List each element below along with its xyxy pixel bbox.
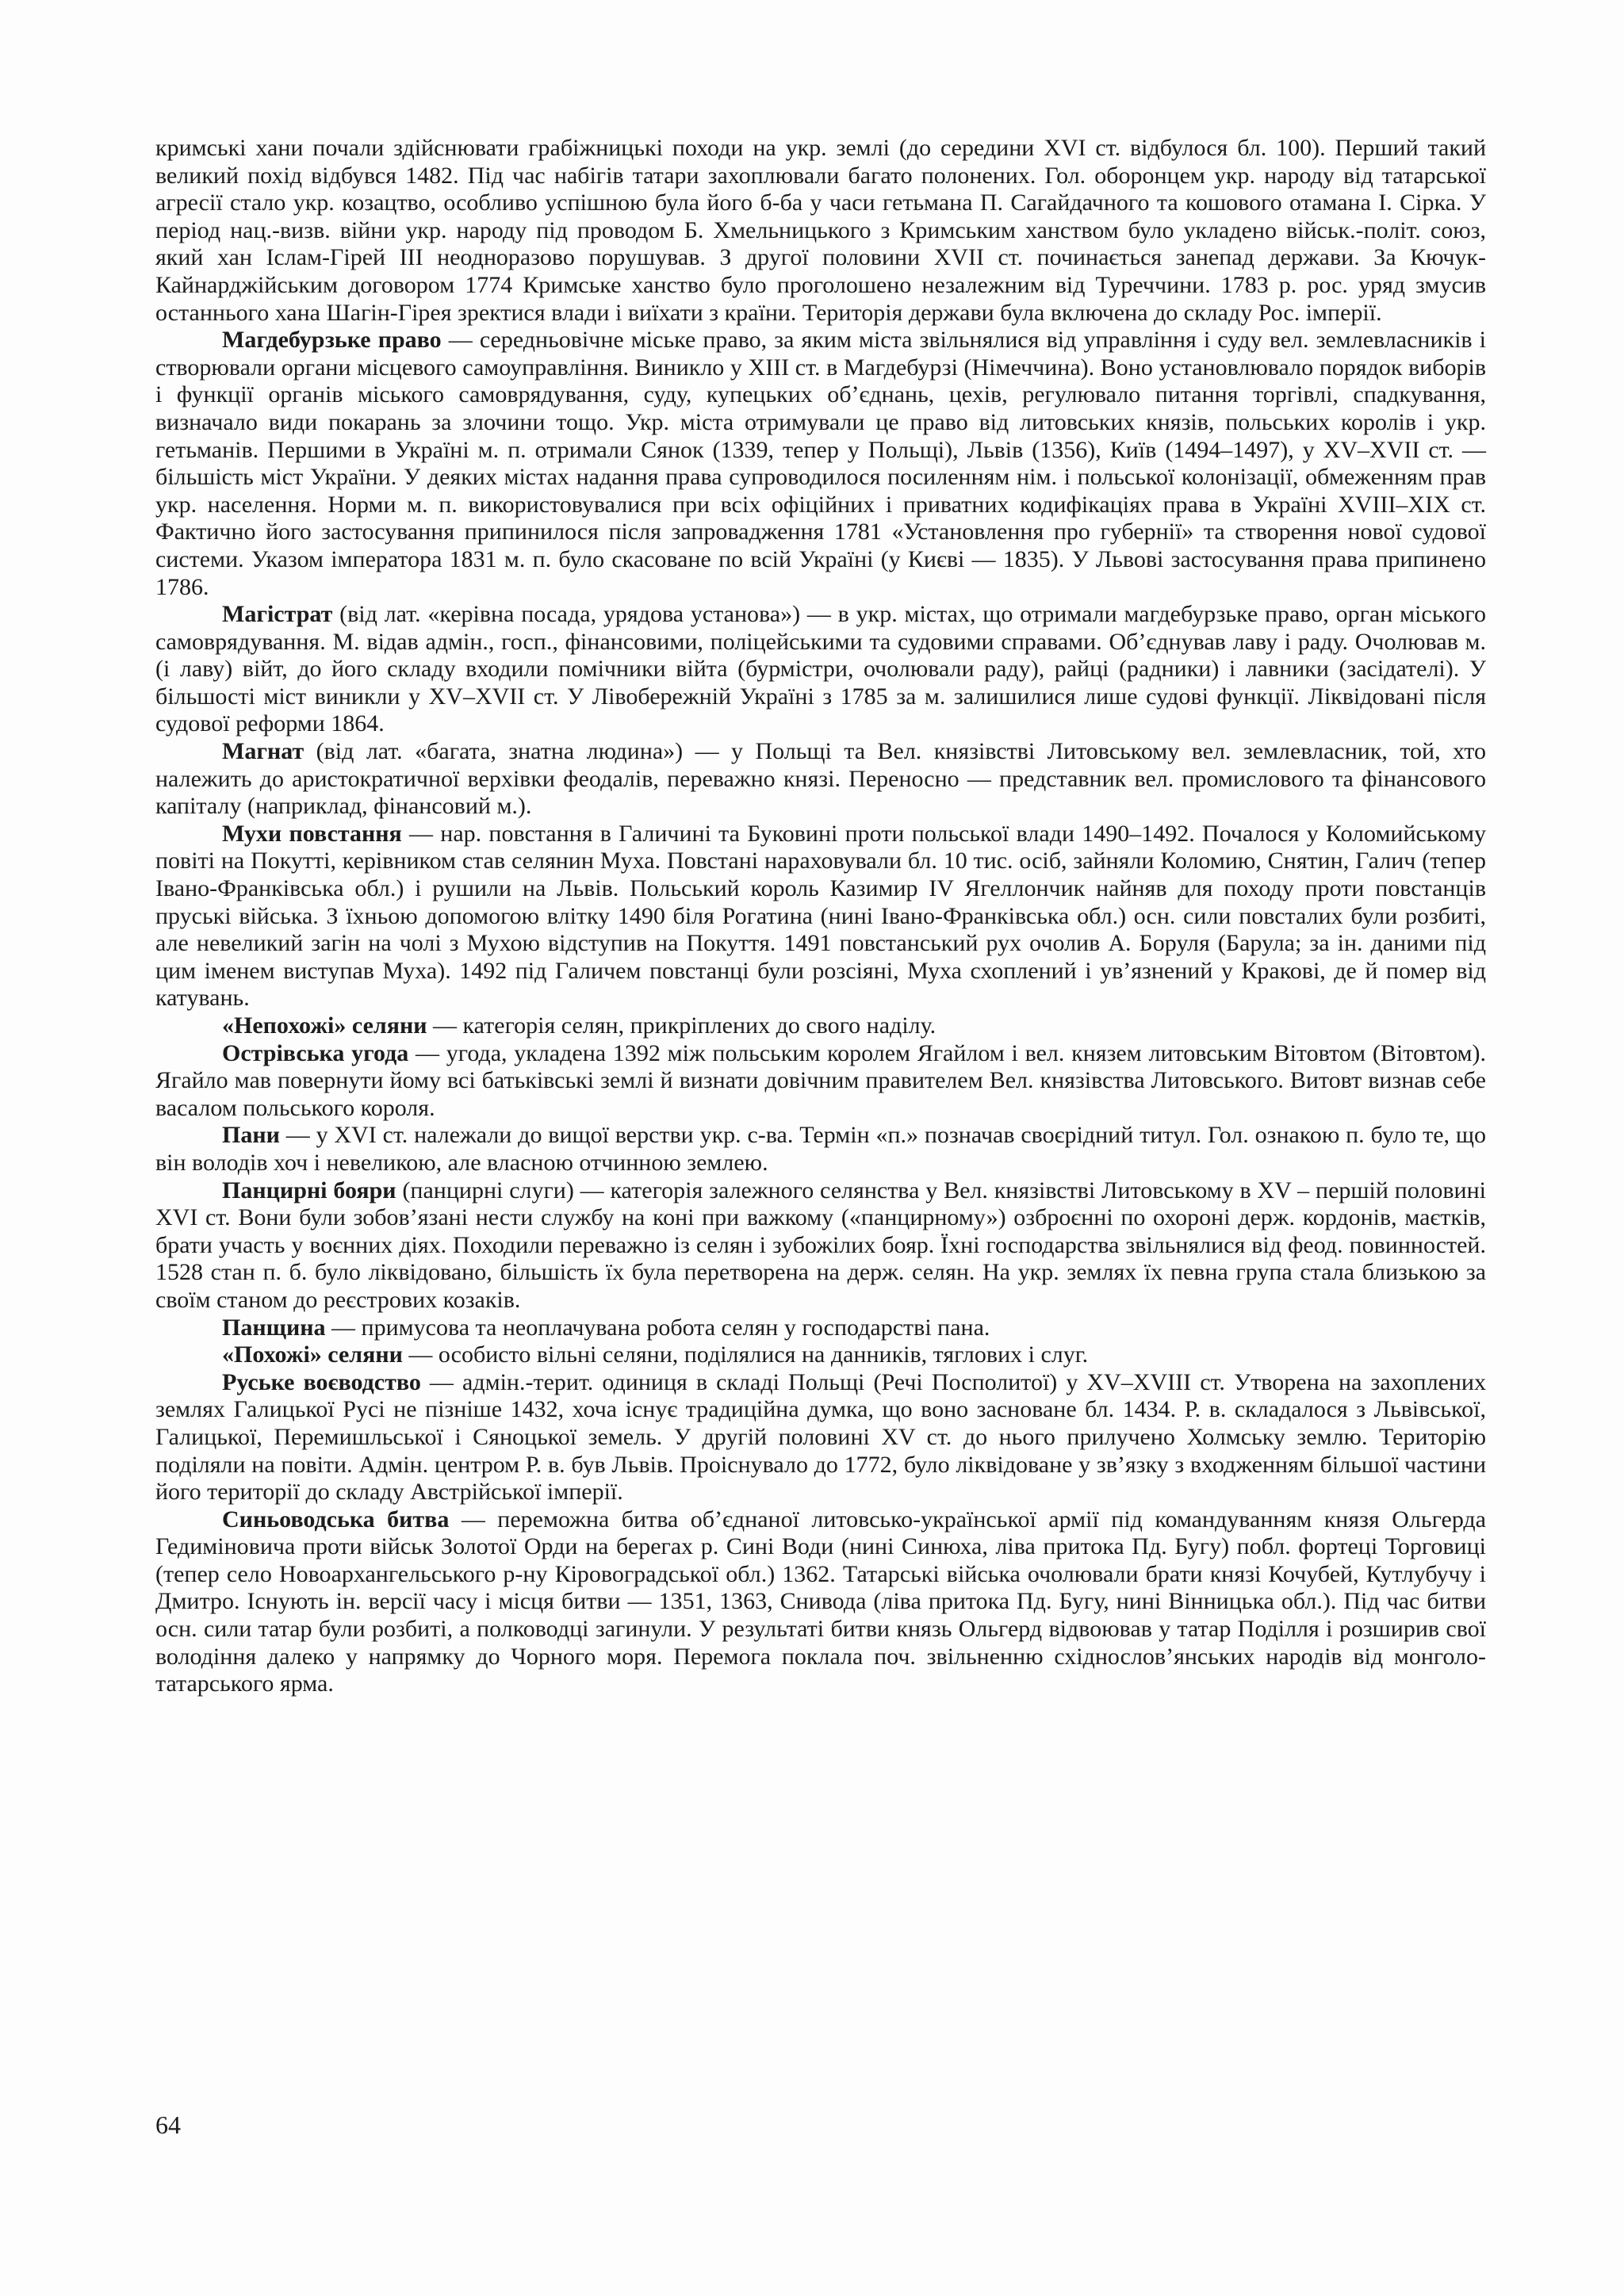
entry-term: Острівська угода <box>222 1039 409 1066</box>
page-number: 64 <box>155 2110 181 2139</box>
entry-term: Синьоводська битва <box>222 1506 450 1533</box>
entry-body: (від лат. «багата, знатна людина») — у Польщі та Вел. князівстві Литовському вел. землевласник, той, хто належить до аристократичної верхівки феодалів, переважно князі. Переносно — представник вел. промислового та фінансового капіталу (наприклад, фінансовий м.). <box>155 738 1486 820</box>
entry-body: — примусова та неоплачувана робота селян у господарстві пана. <box>325 1314 990 1341</box>
entry-magdeburg-law <box>155 327 1486 601</box>
entry-mukha-uprising <box>155 821 1486 1012</box>
entry-corvee <box>155 1314 1486 1342</box>
entry-body: — угода, укладена 1392 між польським королем Ягайлом і вел. князем литовським Вітовтом (Вітовтом). Ягайло мав повернути йому всі батьківські землі й визнати довічним правителем Вел. князівства Литовського. Витовт визнав себе васалом польського короля. <box>155 1039 1486 1121</box>
entry-nonmobile-peasants <box>155 1012 1486 1040</box>
entry-armored-boyars <box>155 1177 1486 1314</box>
entry-term: «Непохожі» селяни <box>222 1012 427 1039</box>
entry-body: — середньовічне міське право, за яким міста звільнялися від управління і суду вел. землевласників і створювали органи місцевого самоуправління. Виникло у XIII ст. в Магдебурзі (Німеччина). Воно установлювало порядок виборів і функції органів міського самоврядування, суду, купецьких об’єднань, цехів, регулювало питання торгівлі, спадкування, визначало види покарань за злочини тощо. Укр. міста отримували це право від литовських князів, польських королів і укр. гетьманів. Першими в Україні м. п. отримали Сянок (1339, тепер у Польщі), Львів (1356), Київ (1494–1497), у XV–XVII ст. — більшість міст України. У деяких містах надання права супроводилося посиленням нім. і польської колонізації, обмеженням прав укр. населення. Норми м. п. використовувалися при всіх офіційних і приватних кодифікаціях права в Україні XVIII–XIX ст. Фактично його застосування припинилося після запровадження 1781 «Установлення про губернії» та створення нової судової системи. Указом імператора 1831 м. п. було скасоване по всій Україні (у Києві — 1835). У Львові застосування права припинено 1786. <box>155 327 1486 600</box>
entry-term: Руське воєводство <box>222 1368 421 1395</box>
entry-ruthenian-voivodeship <box>155 1369 1486 1506</box>
entry-body: (від лат. «керівна посада, урядова установа») — в укр. містах, що отримали магдебурзьке право, орган міського самоврядування. М. відав адмін., госп., фінансовими, поліцейськими та судовими справами. Об’єднував лаву і раду. Очолював м. (і лаву) війт, до його складу входили помічники війта (бурмістри, очолювали раду), райці (радники) і лавники (засідателі). У більшості міст виникли у XV–XVII ст. У Лівобережній Україні з 1785 за м. залишилися лише судові функції. Ліквідовані після судової реформи 1864. <box>155 601 1486 737</box>
entry-term: Панщина <box>222 1314 326 1341</box>
entry-body: (панцирні слуги) — категорія залежного селянства у Вел. князівстві Литовському в XV – першій половині XVI ст. Вони були зобов’язані нести службу на коні при важкому («панцирному») озброєнні по охороні держ. кордонів, маєтків, брати участь у воєнних діях. Походили переважно із селян і зубожілих бояр. Їхні господарства звільнялися від феод. повинностей. 1528 стан п. б. було ліквідовано, більшість їх була перетворена на держ. селян. На укр. землях їх певна група стала близькою за своїм станом до реєстрових козаків. <box>155 1177 1486 1313</box>
entry-term: Магдебурзьке право <box>222 327 442 354</box>
entry-term: Магістрат <box>222 601 333 628</box>
entry-mobile-peasants <box>155 1341 1486 1369</box>
entry-term: Панцирні бояри <box>222 1177 396 1203</box>
entry-magnate <box>155 738 1486 821</box>
entry-blue-waters-battle <box>155 1506 1486 1698</box>
entry-body: — адмін.-терит. одиниця в складі Польщі (Речі Посполитої) у XV–XVIII ст. Утворена на захоплених землях Галицької Русі не пізніше 1432, хоча існує традиційна думка, що воно засноване бл. 1434. Р. в. складалося з Львівської, Галицької, Перемишльської і Сяноцької земель. У другій половині XV ст. до нього прилучено Холмську землю. Територію поділяли на повіти. Адмін. центром Р. в. був Львів. Проіснувало до 1772, було ліквідоване у зв’язку з входженням більшої частини його території до складу Австрійської імперії. <box>155 1368 1486 1506</box>
entry-body: — категорія селян, прикріплених до свого наділу. <box>427 1012 936 1039</box>
entry-magistrate <box>155 601 1486 738</box>
dictionary-text <box>155 135 1486 1698</box>
entry-body: — у XVI ст. належали до вищої верстви укр. с-ва. Термін «п.» позначав своєрідний титул. Гол. ознакою п. було те, що він володів хоч і невеликою, але власною отчинною землею. <box>155 1122 1486 1176</box>
entry-body: — переможна битва об’єднаної литовсько-української армії під командуванням князя Ольгерда Гедиміновича проти військ Золотої Орди на берегах р. Сині Води (нині Синюха, ліва притока Пд. Бугу) побл. фортеці Торговиці (тепер село Новоархангельського р-ну Кіровоградської обл.) 1362. Татарські війська очолювали брати князі Кочубей, Кутлубучу і Дмитро. Існують ін. версії часу і місця битви — 1351, 1363, Снивода (ліва притока Пд. Бугу, нині Вінницька обл.). Під час битви осн. сили татар були розбиті, а полководці загинули. У результаті битви князь Ольгерд відвоював у татар Поділля і розширив свої володіння далеко у напрямку до Чорного моря. Перемога поклала поч. звільненню східнослов’янських народів від монголо-татарського ярма. <box>155 1506 1486 1697</box>
entry-body: — нар. повстання в Галичині та Буковині проти польської влади 1490–1492. Почалося у Коломийському повіті на Покутті, керівником став селянин Муха. Повстані нараховували бл. 10 тис. осіб, зайняли Коломию, Снятин, Галич (тепер Івано-Франківська обл.) і рушили на Львів. Польський король Казимир IV Ягеллончик найняв для походу проти повстанців пруські війська. З їхньою допомогою влітку 1490 біля Рогатина (нині Івано-Франківська обл.) осн. сили повсталих були розбиті, але невеликий загін на чолі з Мухою відступив на Покуття. 1491 повстанський рух очолив А. Боруля (Барула; за ін. даними під цим іменем виступав Муха). 1492 під Галичем повстанці були розсіяні, Муха схоплений і ув’язнений у Кракові, де й помер від катувань. <box>155 820 1487 1012</box>
entry-term: «Похожі» селяни <box>222 1341 403 1368</box>
entry-term: Пани <box>222 1122 280 1149</box>
entry-body: — особисто вільні селяни, поділялися на данників, тяглових і слуг. <box>402 1341 1089 1368</box>
entry-continuation <box>155 135 1486 327</box>
entry-pany <box>155 1122 1486 1177</box>
entry-term: Магнат <box>222 738 304 765</box>
entry-body: кримські хани почали здійснювати грабіжницькі походи на укр. землі (до середини XVI ст. відбулося бл. 100). Перший такий великий похід відбувся 1482. Під час набігів татари захоплювали багато полонених. Гол. оборонцем укр. народу від татарської агресії стало укр. козацтво, особливо успішною була його б-ба у часи гетьмана П. Сагайдачного та кошового отамана І. Сірка. У період нац.-визв. війни укр. народу під проводом Б. Хмельницького з Кримським ханством було укладено військ.-політ. союз, який хан Іслам-Гірей III неодноразово порушував. З другої половини XVII ст. починається занепад держави. За Кючук-Кайнарджійським договором 1774 Кримське ханство було проголошено незалежним від Туреччини. 1783 р. рос. уряд змусив останнього хана Шагін-Гірея зректися влади і виїхати з країни. Територія держави була включена до складу Рос. імперії. <box>155 135 1486 326</box>
entry-term: Мухи повстання <box>222 820 402 847</box>
entry-ostriv-agreement <box>155 1040 1486 1123</box>
